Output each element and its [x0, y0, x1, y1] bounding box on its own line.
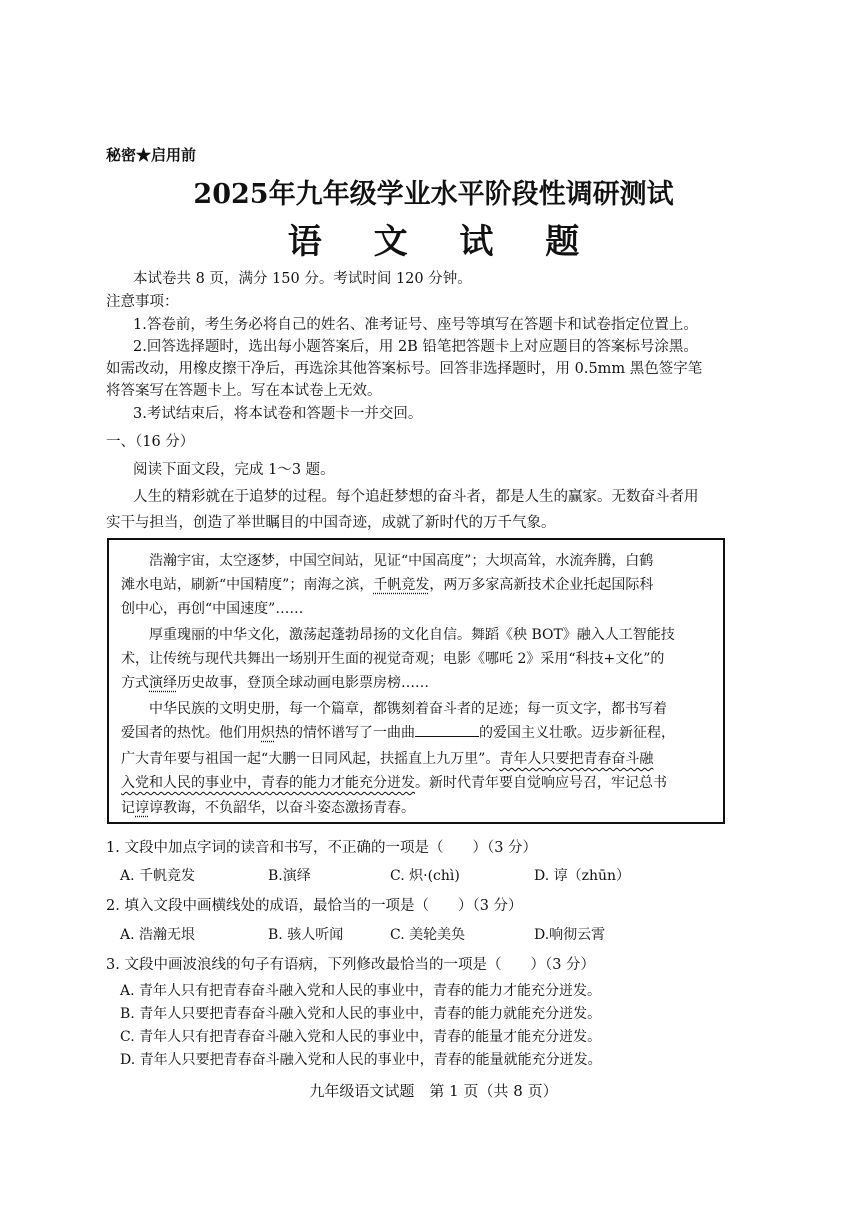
notice-item-2: 2.回答选择题时，选出每小题答案后，用 2B 铅笔把答题卡上对应题目的答案标号涂黑。 [133, 339, 698, 355]
confidential-label: 秘密★启用前 [106, 146, 197, 164]
q3-option-a: A. 青年人只有把青春奋斗融入党和人民的事业中，青春的能力才能充分迸发。 [120, 983, 602, 999]
wavy-sentence: 入党和人民的事业中，青春的能力才能充分迸发 [121, 775, 415, 791]
passage-line: 广大青年要与祖国一起“大鹏一日同风起，扶摇直上九万里”。青年人只要把青春奋斗融 [121, 751, 654, 767]
q1-option-c: C. 炽·(chì) [390, 868, 460, 884]
lead-paragraph-1: 人生的精彩就在于追梦的过程。每个追赶梦想的奋斗者，都是人生的赢家。无数奋斗者用 [133, 489, 699, 505]
dotted-term: 千帆竞发 [373, 577, 430, 593]
passage-line: 创中心，再创“中国速度”…… [121, 601, 304, 617]
q3-option-b: B. 青年人只要把青春奋斗融入党和人民的事业中，青春的能力就能充分迸发。 [120, 1006, 602, 1022]
passage-line: 中华民族的文明史册，每一个篇章，都镌刻着奋斗者的足迹；每一页文字，都书写着 [149, 701, 667, 717]
subject-title: 语 文 试 题 [287, 222, 600, 262]
page-footer: 九年级语文试题 第 1 页（共 8 页） [309, 1082, 558, 1100]
question-2: 2. 填入文段中画横线处的成语，最恰当的一项是（ ）（3 分） [106, 898, 523, 914]
dotted-term: 炽 [261, 725, 275, 741]
passage-line: 记谆谆教诲，不负韶华，以奋斗姿态激扬青春。 [121, 800, 415, 816]
q2-option-d: D.响彻云霄 [534, 927, 606, 943]
q2-option-c: C. 美轮美奂 [390, 927, 466, 943]
q3-option-c: C. 青年人只有把青春奋斗融入党和人民的事业中，青春的能量才能充分迸发。 [120, 1029, 602, 1045]
wavy-sentence: 青年人只要把青春奋斗融 [499, 751, 654, 767]
notice-item-1: 1.答卷前，考生务必将自己的姓名、准考证号、座号等填写在答题卡和试卷指定位置上。 [133, 317, 698, 333]
question-3: 3. 文段中画波浪线的句子有语病，下列修改最恰当的一项是（ ）（3 分） [106, 957, 596, 973]
notice-item-3: 3.考试结束后，将本试卷和答题卡一并交回。 [133, 406, 423, 422]
lead-paragraph-2: 实干与担当，创造了举世瞩目的中国奇迹，成就了新时代的万千气象。 [106, 515, 556, 531]
passage-box [107, 538, 725, 824]
passage-line: 入党和人民的事业中，青春的能力才能充分迸发。新时代青年要自觉响应号召，牢记总书 [121, 775, 667, 791]
section-heading: 一、（16 分） [106, 434, 195, 450]
exam-info: 本试卷共 8 页，满分 150 分。考试时间 120 分钟。 [133, 271, 472, 287]
q1-option-a: A. 千帆竞发 [120, 868, 196, 884]
dotted-term: 演绎 [149, 675, 177, 691]
notice-item-2-cont: 如需改动，用橡皮擦干净后，再选涂其他答案标号。回答非选择题时，用 0.5mm 黑色签字笔 [106, 361, 703, 377]
passage-line: 爱国者的热忱。他们用炽热的情怀谱写了一曲曲 的爱国主义壮歌。迈步新征程， [121, 722, 675, 742]
q2-option-a: A. 浩瀚无垠 [120, 927, 196, 943]
section-instruction: 阅读下面文段，完成 1～3 题。 [133, 462, 335, 478]
notice-item-2-end: 将答案写在答题卡上。写在本试卷上无效。 [106, 383, 382, 399]
q1-option-d: D. 谆（zhūn） [534, 868, 631, 884]
passage-line: 厚重瑰丽的中华文化，激荡起蓬勃昂扬的文化自信。舞蹈《秧 BOT》融入人工智能技 [149, 627, 675, 643]
passage-line: 术，让传统与现代共舞出一场别开生面的视觉奇观；电影《哪吒 2》采用“科技+文化”的 [121, 651, 665, 667]
q1-option-b: B.演绎 [268, 868, 311, 884]
notice-title: 注意事项： [106, 294, 179, 310]
passage-line: 滩水电站，刷新“中国精度”；南海之滨，千帆竞发，两万多家高新技术企业托起国际科 [121, 577, 654, 593]
dotted-term: 谆 [135, 800, 149, 816]
question-1: 1. 文段中加点字词的读音和书写，不正确的一项是（ ）（3 分） [106, 840, 538, 856]
exam-title: 2025年九年级学业水平阶段性调研测试 [193, 179, 674, 210]
q3-option-d: D. 青年人只要把青春奋斗融入党和人民的事业中，青春的能量就能充分迸发。 [120, 1052, 602, 1068]
q2-option-b: B. 骇人听闻 [268, 927, 344, 943]
passage-line: 浩瀚宇宙，太空逐梦，中国空间站，见证“中国高度”；大坝高耸，水流奔腾，白鹤 [149, 553, 654, 569]
fill-in-blank [415, 722, 479, 737]
passage-line: 方式演绎历史故事，登顶全球动画电影票房榜…… [121, 675, 429, 691]
